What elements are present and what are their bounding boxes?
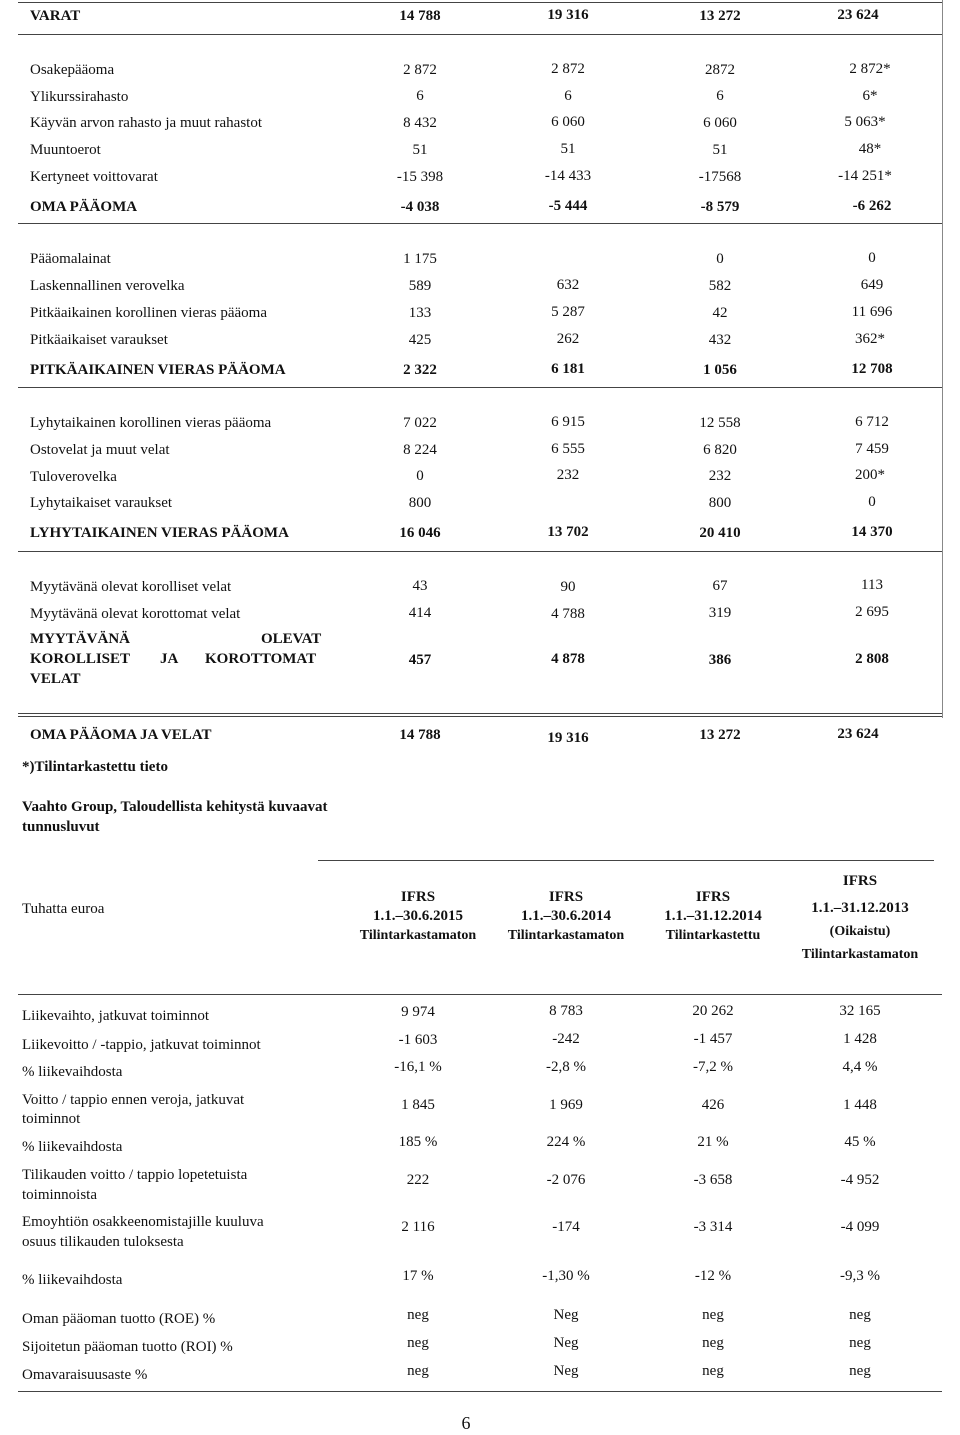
value-c2: 262 bbox=[556, 331, 580, 347]
value-c1: neg bbox=[407, 1307, 429, 1323]
header-note: (Oikaistu) bbox=[829, 924, 891, 939]
value-c4: 362* bbox=[855, 331, 885, 347]
value-c2: 632 bbox=[556, 277, 580, 293]
label: Pitkäaikaiset varaukset bbox=[30, 332, 168, 348]
value-c1: 9 974 bbox=[401, 1004, 435, 1020]
value-c2: 4 788 bbox=[551, 606, 585, 622]
value-c2: 19 316 bbox=[547, 730, 589, 746]
value-c2: 13 702 bbox=[547, 524, 589, 540]
value-c3: -3 314 bbox=[693, 1219, 733, 1235]
value-c1: 43 bbox=[412, 578, 428, 594]
value-c3: 51 bbox=[712, 142, 728, 158]
value-c4: 1 428 bbox=[843, 1031, 877, 1047]
header-standard: IFRS bbox=[842, 873, 878, 889]
value-c3: 232 bbox=[708, 468, 732, 484]
header-standard: IFRS bbox=[695, 889, 731, 905]
value-c3: 1 056 bbox=[703, 362, 737, 378]
value-c3: 13 272 bbox=[699, 8, 741, 24]
value-c1: 1 175 bbox=[403, 251, 437, 267]
value-c4: 32 165 bbox=[839, 1003, 881, 1019]
value-c2: -1,30 % bbox=[542, 1268, 590, 1284]
column-header-1 bbox=[360, 888, 476, 945]
label: Oman pääoman tuotto (ROE) % bbox=[22, 1311, 216, 1327]
value-c1: 2 116 bbox=[401, 1219, 435, 1235]
label: Tilikauden voitto / tappio lopetetuista bbox=[22, 1167, 248, 1183]
kpi-header-rule bbox=[318, 860, 934, 861]
value-c2: 6 555 bbox=[551, 441, 585, 457]
unit-label: Tuhatta euroa bbox=[22, 901, 105, 917]
label-part: KOROTTOMAT bbox=[205, 651, 317, 667]
header-audit: Tilintarkastettu bbox=[665, 928, 761, 943]
value-c4: 45 % bbox=[844, 1134, 876, 1150]
label-part: KOROLLISET bbox=[30, 651, 131, 667]
value-c4: -14 251* bbox=[838, 168, 892, 184]
label: Myytävänä olevat korolliset velat bbox=[30, 579, 232, 595]
value-c3: -12 % bbox=[694, 1268, 732, 1284]
label: Sijoitetun pääoman tuotto (ROI) % bbox=[22, 1339, 233, 1355]
value-c4: 23 624 bbox=[837, 7, 879, 23]
value-c2: 51 bbox=[560, 141, 576, 157]
kpi-rule bbox=[18, 994, 942, 995]
value-c3: 6 820 bbox=[703, 442, 737, 458]
value-c1: neg bbox=[407, 1363, 429, 1379]
value-c3: neg bbox=[702, 1335, 724, 1351]
value-c1: -4 038 bbox=[400, 199, 440, 215]
page-number: 6 bbox=[461, 1413, 471, 1433]
value-c2: Neg bbox=[553, 1335, 579, 1351]
value-c1: 7 022 bbox=[403, 415, 437, 431]
value-c4: 2 695 bbox=[855, 604, 889, 620]
value-c1: -1 603 bbox=[398, 1032, 438, 1048]
value-c4: -6 262 bbox=[852, 198, 892, 214]
value-c4: 649 bbox=[860, 277, 884, 293]
column-header-3 bbox=[664, 888, 762, 945]
value-c4: 6* bbox=[862, 88, 878, 104]
header-standard: IFRS bbox=[400, 889, 436, 905]
value-c3: 432 bbox=[708, 332, 732, 348]
value-c3: -3 658 bbox=[693, 1172, 733, 1188]
label: Kertyneet voittovarat bbox=[30, 169, 158, 185]
label: PITKÄAIKAINEN VIERAS PÄÄOMA bbox=[30, 362, 286, 378]
label: Ostovelat ja muut velat bbox=[30, 442, 170, 458]
value-c2: 5 287 bbox=[551, 304, 585, 320]
label: Osakepääoma bbox=[30, 62, 115, 78]
column-header-4 bbox=[802, 872, 918, 964]
value-c3: 800 bbox=[708, 495, 732, 511]
value-c1: 2 322 bbox=[403, 362, 437, 378]
label: Voitto / tappio ennen veroja, jatkuvat bbox=[22, 1092, 245, 1108]
value-c2: -2,8 % bbox=[546, 1059, 586, 1075]
value-c2: 6 915 bbox=[551, 414, 585, 430]
label: Myytävänä olevat korottomat velat bbox=[30, 606, 241, 622]
value-c4: -9,3 % bbox=[840, 1268, 880, 1284]
label: Emoyhtiön osakkeenomistajille kuuluva bbox=[22, 1214, 264, 1230]
header-period: 1.1.–30.6.2014 bbox=[521, 908, 611, 924]
value-c3: 6 060 bbox=[703, 115, 737, 131]
label: % liikevaihdosta bbox=[22, 1064, 123, 1080]
value-c1: 1 845 bbox=[401, 1097, 435, 1113]
value-c4: 23 624 bbox=[837, 726, 879, 742]
label-part: VELAT bbox=[30, 671, 81, 687]
header-period: 1.1.–31.12.2014 bbox=[664, 908, 762, 924]
label: Liikevaihto, jatkuvat toiminnot bbox=[22, 1008, 210, 1024]
rule bbox=[18, 551, 942, 552]
header-audit: Tilintarkastamaton bbox=[359, 928, 477, 943]
value-c2: 6 181 bbox=[551, 361, 585, 377]
value-c1: -15 398 bbox=[396, 169, 444, 185]
value-c4: 12 708 bbox=[851, 361, 893, 377]
value-c2: 6 bbox=[564, 88, 572, 104]
value-c1: -16,1 % bbox=[394, 1059, 442, 1075]
label-line2: toiminnoista bbox=[22, 1187, 97, 1203]
label: % liikevaihdosta bbox=[22, 1139, 123, 1155]
label: OMA PÄÄOMA bbox=[30, 199, 138, 215]
value-c3: neg bbox=[702, 1363, 724, 1379]
value-c1: 589 bbox=[408, 278, 432, 294]
value-c3: 42 bbox=[712, 305, 728, 321]
value-c2: -5 444 bbox=[548, 198, 588, 214]
value-c4: 0 bbox=[868, 250, 876, 266]
value-c3: 6 bbox=[716, 88, 724, 104]
label-part: JA bbox=[160, 651, 179, 667]
kpi-bottom-rule bbox=[18, 1391, 942, 1392]
value-c2: -174 bbox=[552, 1219, 580, 1235]
value-c2: 4 878 bbox=[551, 651, 585, 667]
value-c1: 6 bbox=[416, 88, 424, 104]
value-c2: 232 bbox=[556, 467, 580, 483]
value-c3: 12 558 bbox=[699, 415, 741, 431]
value-c1: 8 224 bbox=[403, 442, 437, 458]
label: Tuloverovelka bbox=[30, 469, 117, 485]
value-c1: 14 788 bbox=[399, 8, 441, 24]
value-c2: Neg bbox=[553, 1307, 579, 1323]
label-line2: osuus tilikauden tuloksesta bbox=[22, 1234, 184, 1250]
label: Omavaraisuusaste % bbox=[22, 1367, 148, 1383]
value-c3: 386 bbox=[708, 652, 732, 668]
value-c3: 319 bbox=[708, 605, 732, 621]
value-c2: 19 316 bbox=[547, 7, 589, 23]
section-title-line2: tunnusluvut bbox=[22, 819, 100, 835]
value-c2: -14 433 bbox=[544, 168, 592, 184]
value-c2: 2 872 bbox=[551, 61, 585, 77]
value-c4: 5 063* bbox=[844, 114, 886, 130]
value-c4: -4 099 bbox=[840, 1219, 880, 1235]
value-c1: 222 bbox=[406, 1172, 430, 1188]
label: LYHYTAIKAINEN VIERAS PÄÄOMA bbox=[30, 525, 289, 541]
value-c4: 1 448 bbox=[843, 1097, 877, 1113]
value-c4: -4 952 bbox=[840, 1172, 880, 1188]
label: Lyhytaikaiset varaukset bbox=[30, 495, 173, 511]
header-audit: Tilintarkastamaton bbox=[507, 928, 625, 943]
value-c3: 426 bbox=[701, 1097, 725, 1113]
label-part: OLEVAT bbox=[261, 631, 322, 647]
value-c4: neg bbox=[849, 1307, 871, 1323]
label: Käyvän arvon rahasto ja muut rahastot bbox=[30, 115, 263, 131]
label: % liikevaihdosta bbox=[22, 1272, 123, 1288]
value-c4: 2 872* bbox=[849, 61, 891, 77]
value-c1: 0 bbox=[416, 468, 424, 484]
label-line2: toiminnot bbox=[22, 1111, 81, 1127]
label: Pitkäaikainen korollinen vieras pääoma bbox=[30, 305, 268, 321]
value-c2: 1 969 bbox=[549, 1097, 583, 1113]
value-c3: 20 410 bbox=[699, 525, 741, 541]
label: Liikevoitto / -tappio, jatkuvat toiminnot bbox=[22, 1037, 261, 1053]
value-c4: 6 712 bbox=[855, 414, 889, 430]
value-c1: 457 bbox=[408, 652, 432, 668]
value-c1: 800 bbox=[408, 495, 432, 511]
value-c1: 414 bbox=[408, 605, 432, 621]
value-c4: neg bbox=[849, 1335, 871, 1351]
value-c1: neg bbox=[407, 1335, 429, 1351]
right-border bbox=[942, 0, 943, 718]
value-c4: neg bbox=[849, 1363, 871, 1379]
value-c1: 14 788 bbox=[399, 727, 441, 743]
value-c1: 16 046 bbox=[399, 525, 441, 541]
label: Muuntoerot bbox=[30, 142, 101, 158]
value-c3: 20 262 bbox=[692, 1003, 734, 1019]
value-c3: 67 bbox=[712, 578, 728, 594]
label: OMA PÄÄOMA JA VELAT bbox=[30, 727, 212, 743]
value-c2: 8 783 bbox=[549, 1003, 583, 1019]
header-period: 1.1.–31.12.2013 bbox=[811, 900, 909, 916]
header-standard: IFRS bbox=[548, 889, 584, 905]
value-c2: Neg bbox=[553, 1363, 579, 1379]
rule bbox=[18, 34, 942, 35]
top-rule bbox=[18, 2, 942, 3]
value-c1: 425 bbox=[408, 332, 432, 348]
value-c1: 133 bbox=[408, 305, 432, 321]
value-c3: -8 579 bbox=[700, 199, 740, 215]
label-part: MYYTÄVÄNÄ bbox=[30, 631, 130, 647]
value-c4: 0 bbox=[868, 494, 876, 510]
label: Ylikurssirahasto bbox=[30, 89, 129, 105]
header-period: 1.1.–30.6.2015 bbox=[373, 908, 463, 924]
double-rule bbox=[18, 713, 942, 717]
value-c4: 48* bbox=[858, 141, 882, 157]
value-c3: 582 bbox=[708, 278, 732, 294]
label: Lyhytaikainen korollinen vieras pääoma bbox=[30, 415, 272, 431]
value-c1: 51 bbox=[412, 142, 428, 158]
section-title: Vaahto Group, Taloudellista kehitystä kuvaavat bbox=[22, 799, 328, 815]
label: Pääomalainat bbox=[30, 251, 111, 267]
value-c4: 200* bbox=[855, 467, 885, 483]
value-c4: 7 459 bbox=[855, 441, 889, 457]
rule bbox=[18, 387, 942, 388]
value-c3: -17568 bbox=[698, 169, 742, 185]
value-c2: -2 076 bbox=[546, 1172, 586, 1188]
value-c2: -242 bbox=[552, 1031, 580, 1047]
column-header-2 bbox=[508, 888, 624, 945]
footnote: *)Tilintarkastettu tieto bbox=[22, 759, 168, 775]
value-c3: -1 457 bbox=[693, 1031, 733, 1047]
value-c3: 2872 bbox=[705, 62, 735, 78]
value-c4: 2 808 bbox=[855, 651, 889, 667]
value-c4: 14 370 bbox=[851, 524, 893, 540]
rule bbox=[18, 223, 942, 224]
value-c3: neg bbox=[702, 1307, 724, 1323]
value-c1: 8 432 bbox=[403, 115, 437, 131]
label: Laskennallinen verovelka bbox=[30, 278, 185, 294]
value-c2: 6 060 bbox=[551, 114, 585, 130]
value-c3: 21 % bbox=[697, 1134, 729, 1150]
value-c3: 13 272 bbox=[699, 727, 741, 743]
value-c1: 2 872 bbox=[403, 62, 437, 78]
value-c3: -7,2 % bbox=[693, 1059, 733, 1075]
value-c1: 17 % bbox=[402, 1268, 434, 1284]
label: VARAT bbox=[30, 8, 81, 24]
value-c4: 113 bbox=[861, 577, 883, 593]
value-c1: 185 % bbox=[398, 1134, 438, 1150]
value-c4: 4,4 % bbox=[842, 1059, 878, 1075]
value-c4: 11 696 bbox=[851, 304, 893, 320]
value-c2: 90 bbox=[560, 579, 576, 595]
value-c2: 224 % bbox=[546, 1134, 586, 1150]
value-c3: 0 bbox=[716, 251, 724, 267]
header-audit: Tilintarkastamaton bbox=[801, 947, 919, 962]
